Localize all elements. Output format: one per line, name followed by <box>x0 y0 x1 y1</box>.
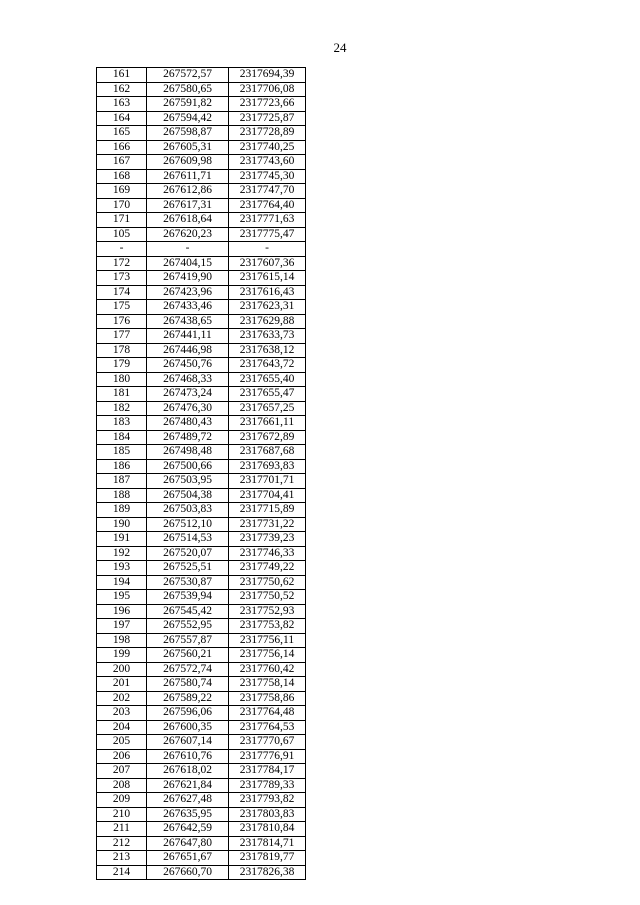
x-coordinate-cell: 267596,06 <box>147 706 229 721</box>
point-number-cell: 207 <box>97 764 147 779</box>
y-coordinate-cell: 2317629,88 <box>229 314 306 329</box>
point-number-cell: 168 <box>97 169 147 184</box>
y-coordinate-cell: 2317693,83 <box>229 459 306 474</box>
table-row <box>97 213 306 228</box>
y-coordinate-cell: 2317731,22 <box>229 517 306 532</box>
table-row <box>97 836 306 851</box>
table-row <box>97 329 306 344</box>
point-number-cell: 164 <box>97 111 147 126</box>
table-row <box>97 822 306 837</box>
table-row <box>97 184 306 199</box>
point-number-cell: 208 <box>97 778 147 793</box>
x-coordinate-cell: 267618,64 <box>147 213 229 228</box>
table-row <box>97 169 306 184</box>
table-row <box>97 619 306 634</box>
point-number-cell: 172 <box>97 256 147 271</box>
y-coordinate-cell: 2317623,31 <box>229 300 306 315</box>
table-row <box>97 648 306 663</box>
point-number-cell: 163 <box>97 97 147 112</box>
x-coordinate-cell: 267647,80 <box>147 836 229 851</box>
x-coordinate-cell: 267618,02 <box>147 764 229 779</box>
y-coordinate-cell: 2317756,11 <box>229 633 306 648</box>
table-row <box>97 575 306 590</box>
y-coordinate-cell: 2317803,83 <box>229 807 306 822</box>
point-number-cell: 193 <box>97 561 147 576</box>
x-coordinate-cell: 267545,42 <box>147 604 229 619</box>
point-number-cell: 212 <box>97 836 147 851</box>
point-number-cell: 186 <box>97 459 147 474</box>
table-row <box>97 590 306 605</box>
table-row <box>97 68 306 83</box>
point-number-cell: 182 <box>97 401 147 416</box>
x-coordinate-cell: 267446,98 <box>147 343 229 358</box>
y-coordinate-cell: 2317701,71 <box>229 474 306 489</box>
x-coordinate-cell: 267450,76 <box>147 358 229 373</box>
table-row <box>97 677 306 692</box>
x-coordinate-cell: 267441,11 <box>147 329 229 344</box>
point-number-cell: 180 <box>97 372 147 387</box>
table-row <box>97 445 306 460</box>
table-row <box>97 416 306 431</box>
x-coordinate-cell: 267651,67 <box>147 851 229 866</box>
point-number-cell: 195 <box>97 590 147 605</box>
page-number: 24 <box>333 40 347 55</box>
y-coordinate-cell: 2317764,53 <box>229 720 306 735</box>
x-coordinate-cell: 267512,10 <box>147 517 229 532</box>
y-coordinate-cell: 2317725,87 <box>229 111 306 126</box>
y-coordinate-cell: 2317745,30 <box>229 169 306 184</box>
point-number-cell: 175 <box>97 300 147 315</box>
table-row <box>97 764 306 779</box>
table-row <box>97 155 306 170</box>
point-number-cell: 196 <box>97 604 147 619</box>
x-coordinate-cell: 267589,22 <box>147 691 229 706</box>
y-coordinate-cell: 2317655,40 <box>229 372 306 387</box>
y-coordinate-cell: 2317760,42 <box>229 662 306 677</box>
y-coordinate-cell: 2317814,71 <box>229 836 306 851</box>
point-number-cell: 189 <box>97 503 147 518</box>
table-row <box>97 865 306 880</box>
point-number-cell: 185 <box>97 445 147 460</box>
y-coordinate-cell: 2317706,08 <box>229 82 306 97</box>
point-number-cell: 204 <box>97 720 147 735</box>
table-row <box>97 691 306 706</box>
y-coordinate-cell: 2317728,89 <box>229 126 306 141</box>
point-number-cell: 161 <box>97 68 147 83</box>
point-number-cell: 211 <box>97 822 147 837</box>
y-coordinate-cell: - <box>229 242 306 257</box>
point-number-cell: 169 <box>97 184 147 199</box>
point-number-cell: 167 <box>97 155 147 170</box>
table-row <box>97 793 306 808</box>
x-coordinate-cell: 267503,83 <box>147 503 229 518</box>
x-coordinate-cell: 267525,51 <box>147 561 229 576</box>
point-number-cell: 190 <box>97 517 147 532</box>
point-number-cell: 174 <box>97 285 147 300</box>
y-coordinate-cell: 2317793,82 <box>229 793 306 808</box>
y-coordinate-cell: 2317655,47 <box>229 387 306 402</box>
y-coordinate-cell: 2317756,14 <box>229 648 306 663</box>
table-row <box>97 706 306 721</box>
point-number-cell: 166 <box>97 140 147 155</box>
table-row <box>97 314 306 329</box>
x-coordinate-cell: 267594,42 <box>147 111 229 126</box>
x-coordinate-cell: 267580,65 <box>147 82 229 97</box>
x-coordinate-cell: 267605,31 <box>147 140 229 155</box>
table-row <box>97 242 306 257</box>
point-number-cell: 194 <box>97 575 147 590</box>
table-row <box>97 488 306 503</box>
table-row <box>97 662 306 677</box>
table-row <box>97 126 306 141</box>
x-coordinate-cell: 267612,86 <box>147 184 229 199</box>
table-row <box>97 503 306 518</box>
point-number-cell: 213 <box>97 851 147 866</box>
x-coordinate-cell: 267620,23 <box>147 227 229 242</box>
y-coordinate-cell: 2317784,17 <box>229 764 306 779</box>
table-row <box>97 749 306 764</box>
table-row <box>97 633 306 648</box>
table-row <box>97 720 306 735</box>
table-row <box>97 358 306 373</box>
y-coordinate-cell: 2317657,25 <box>229 401 306 416</box>
y-coordinate-cell: 2317643,72 <box>229 358 306 373</box>
y-coordinate-cell: 2317764,48 <box>229 706 306 721</box>
x-coordinate-cell: 267498,48 <box>147 445 229 460</box>
table-row <box>97 111 306 126</box>
y-coordinate-cell: 2317694,39 <box>229 68 306 83</box>
x-coordinate-cell: 267560,21 <box>147 648 229 663</box>
x-coordinate-cell: 267598,87 <box>147 126 229 141</box>
x-coordinate-cell: 267473,24 <box>147 387 229 402</box>
y-coordinate-cell: 2317789,33 <box>229 778 306 793</box>
y-coordinate-cell: 2317687,68 <box>229 445 306 460</box>
coordinates-table <box>96 67 306 880</box>
x-coordinate-cell: 267520,07 <box>147 546 229 561</box>
table-row <box>97 807 306 822</box>
table-row <box>97 387 306 402</box>
point-number-cell: 105 <box>97 227 147 242</box>
x-coordinate-cell: 267503,95 <box>147 474 229 489</box>
x-coordinate-cell: 267504,38 <box>147 488 229 503</box>
x-coordinate-cell: 267572,57 <box>147 68 229 83</box>
table-row <box>97 372 306 387</box>
y-coordinate-cell: 2317770,67 <box>229 735 306 750</box>
point-number-cell: 177 <box>97 329 147 344</box>
x-coordinate-cell: 267500,66 <box>147 459 229 474</box>
y-coordinate-cell: 2317758,14 <box>229 677 306 692</box>
point-number-cell: 200 <box>97 662 147 677</box>
y-coordinate-cell: 2317739,23 <box>229 532 306 547</box>
point-number-cell: 173 <box>97 271 147 286</box>
x-coordinate-cell: 267438,65 <box>147 314 229 329</box>
point-number-cell: 178 <box>97 343 147 358</box>
x-coordinate-cell: 267609,98 <box>147 155 229 170</box>
y-coordinate-cell: 2317615,14 <box>229 271 306 286</box>
y-coordinate-cell: 2317749,22 <box>229 561 306 576</box>
y-coordinate-cell: 2317747,70 <box>229 184 306 199</box>
y-coordinate-cell: 2317743,60 <box>229 155 306 170</box>
point-number-cell: - <box>97 242 147 257</box>
x-coordinate-cell: 267572,74 <box>147 662 229 677</box>
point-number-cell: 170 <box>97 198 147 213</box>
y-coordinate-cell: 2317746,33 <box>229 546 306 561</box>
y-coordinate-cell: 2317752,93 <box>229 604 306 619</box>
x-coordinate-cell: 267530,87 <box>147 575 229 590</box>
x-coordinate-cell: 267423,96 <box>147 285 229 300</box>
table-row <box>97 256 306 271</box>
x-coordinate-cell: 267660,70 <box>147 865 229 880</box>
point-number-cell: 188 <box>97 488 147 503</box>
x-coordinate-cell: 267419,90 <box>147 271 229 286</box>
y-coordinate-cell: 2317616,43 <box>229 285 306 300</box>
table-row <box>97 285 306 300</box>
y-coordinate-cell: 2317715,89 <box>229 503 306 518</box>
y-coordinate-cell: 2317826,38 <box>229 865 306 880</box>
table-row <box>97 271 306 286</box>
point-number-cell: 165 <box>97 126 147 141</box>
x-coordinate-cell: 267642,59 <box>147 822 229 837</box>
point-number-cell: 205 <box>97 735 147 750</box>
x-coordinate-cell: 267591,82 <box>147 97 229 112</box>
table-row <box>97 561 306 576</box>
point-number-cell: 209 <box>97 793 147 808</box>
y-coordinate-cell: 2317819,77 <box>229 851 306 866</box>
y-coordinate-cell: 2317771,63 <box>229 213 306 228</box>
table-row <box>97 401 306 416</box>
coordinates-table-body <box>97 68 306 880</box>
point-number-cell: 171 <box>97 213 147 228</box>
table-row <box>97 227 306 242</box>
point-number-cell: 210 <box>97 807 147 822</box>
point-number-cell: 176 <box>97 314 147 329</box>
y-coordinate-cell: 2317672,89 <box>229 430 306 445</box>
y-coordinate-cell: 2317723,66 <box>229 97 306 112</box>
y-coordinate-cell: 2317638,12 <box>229 343 306 358</box>
point-number-cell: 206 <box>97 749 147 764</box>
table-row <box>97 97 306 112</box>
x-coordinate-cell: 267607,14 <box>147 735 229 750</box>
table-row <box>97 459 306 474</box>
x-coordinate-cell: 267539,94 <box>147 590 229 605</box>
point-number-cell: 187 <box>97 474 147 489</box>
table-row <box>97 82 306 97</box>
x-coordinate-cell: 267476,30 <box>147 401 229 416</box>
table-row <box>97 532 306 547</box>
x-coordinate-cell: 267489,72 <box>147 430 229 445</box>
table-row <box>97 343 306 358</box>
point-number-cell: 199 <box>97 648 147 663</box>
y-coordinate-cell: 2317704,41 <box>229 488 306 503</box>
table-row <box>97 198 306 213</box>
point-number-cell: 198 <box>97 633 147 648</box>
y-coordinate-cell: 2317633,73 <box>229 329 306 344</box>
point-number-cell: 184 <box>97 430 147 445</box>
table-row <box>97 604 306 619</box>
point-number-cell: 214 <box>97 865 147 880</box>
x-coordinate-cell: 267404,15 <box>147 256 229 271</box>
table-row <box>97 735 306 750</box>
point-number-cell: 183 <box>97 416 147 431</box>
table-row <box>97 517 306 532</box>
x-coordinate-cell: 267611,71 <box>147 169 229 184</box>
table-row <box>97 430 306 445</box>
x-coordinate-cell: 267557,87 <box>147 633 229 648</box>
table-row <box>97 300 306 315</box>
x-coordinate-cell: 267617,31 <box>147 198 229 213</box>
x-coordinate-cell: 267610,76 <box>147 749 229 764</box>
y-coordinate-cell: 2317776,91 <box>229 749 306 764</box>
y-coordinate-cell: 2317750,62 <box>229 575 306 590</box>
x-coordinate-cell: 267600,35 <box>147 720 229 735</box>
x-coordinate-cell: 267552,95 <box>147 619 229 634</box>
x-coordinate-cell: 267468,33 <box>147 372 229 387</box>
x-coordinate-cell: 267621,84 <box>147 778 229 793</box>
table-row <box>97 851 306 866</box>
x-coordinate-cell: 267514,53 <box>147 532 229 547</box>
table-row <box>97 140 306 155</box>
y-coordinate-cell: 2317758,86 <box>229 691 306 706</box>
point-number-cell: 181 <box>97 387 147 402</box>
point-number-cell: 179 <box>97 358 147 373</box>
x-coordinate-cell: 267627,48 <box>147 793 229 808</box>
point-number-cell: 201 <box>97 677 147 692</box>
x-coordinate-cell: 267433,46 <box>147 300 229 315</box>
table-row <box>97 778 306 793</box>
y-coordinate-cell: 2317753,82 <box>229 619 306 634</box>
x-coordinate-cell: 267635,95 <box>147 807 229 822</box>
y-coordinate-cell: 2317750,52 <box>229 590 306 605</box>
y-coordinate-cell: 2317775,47 <box>229 227 306 242</box>
table-row <box>97 546 306 561</box>
point-number-cell: 192 <box>97 546 147 561</box>
y-coordinate-cell: 2317764,40 <box>229 198 306 213</box>
point-number-cell: 202 <box>97 691 147 706</box>
x-coordinate-cell: 267480,43 <box>147 416 229 431</box>
point-number-cell: 197 <box>97 619 147 634</box>
x-coordinate-cell: 267580,74 <box>147 677 229 692</box>
y-coordinate-cell: 2317740,25 <box>229 140 306 155</box>
point-number-cell: 191 <box>97 532 147 547</box>
y-coordinate-cell: 2317661,11 <box>229 416 306 431</box>
y-coordinate-cell: 2317810,84 <box>229 822 306 837</box>
x-coordinate-cell: - <box>147 242 229 257</box>
y-coordinate-cell: 2317607,36 <box>229 256 306 271</box>
point-number-cell: 162 <box>97 82 147 97</box>
point-number-cell: 203 <box>97 706 147 721</box>
table-row <box>97 474 306 489</box>
